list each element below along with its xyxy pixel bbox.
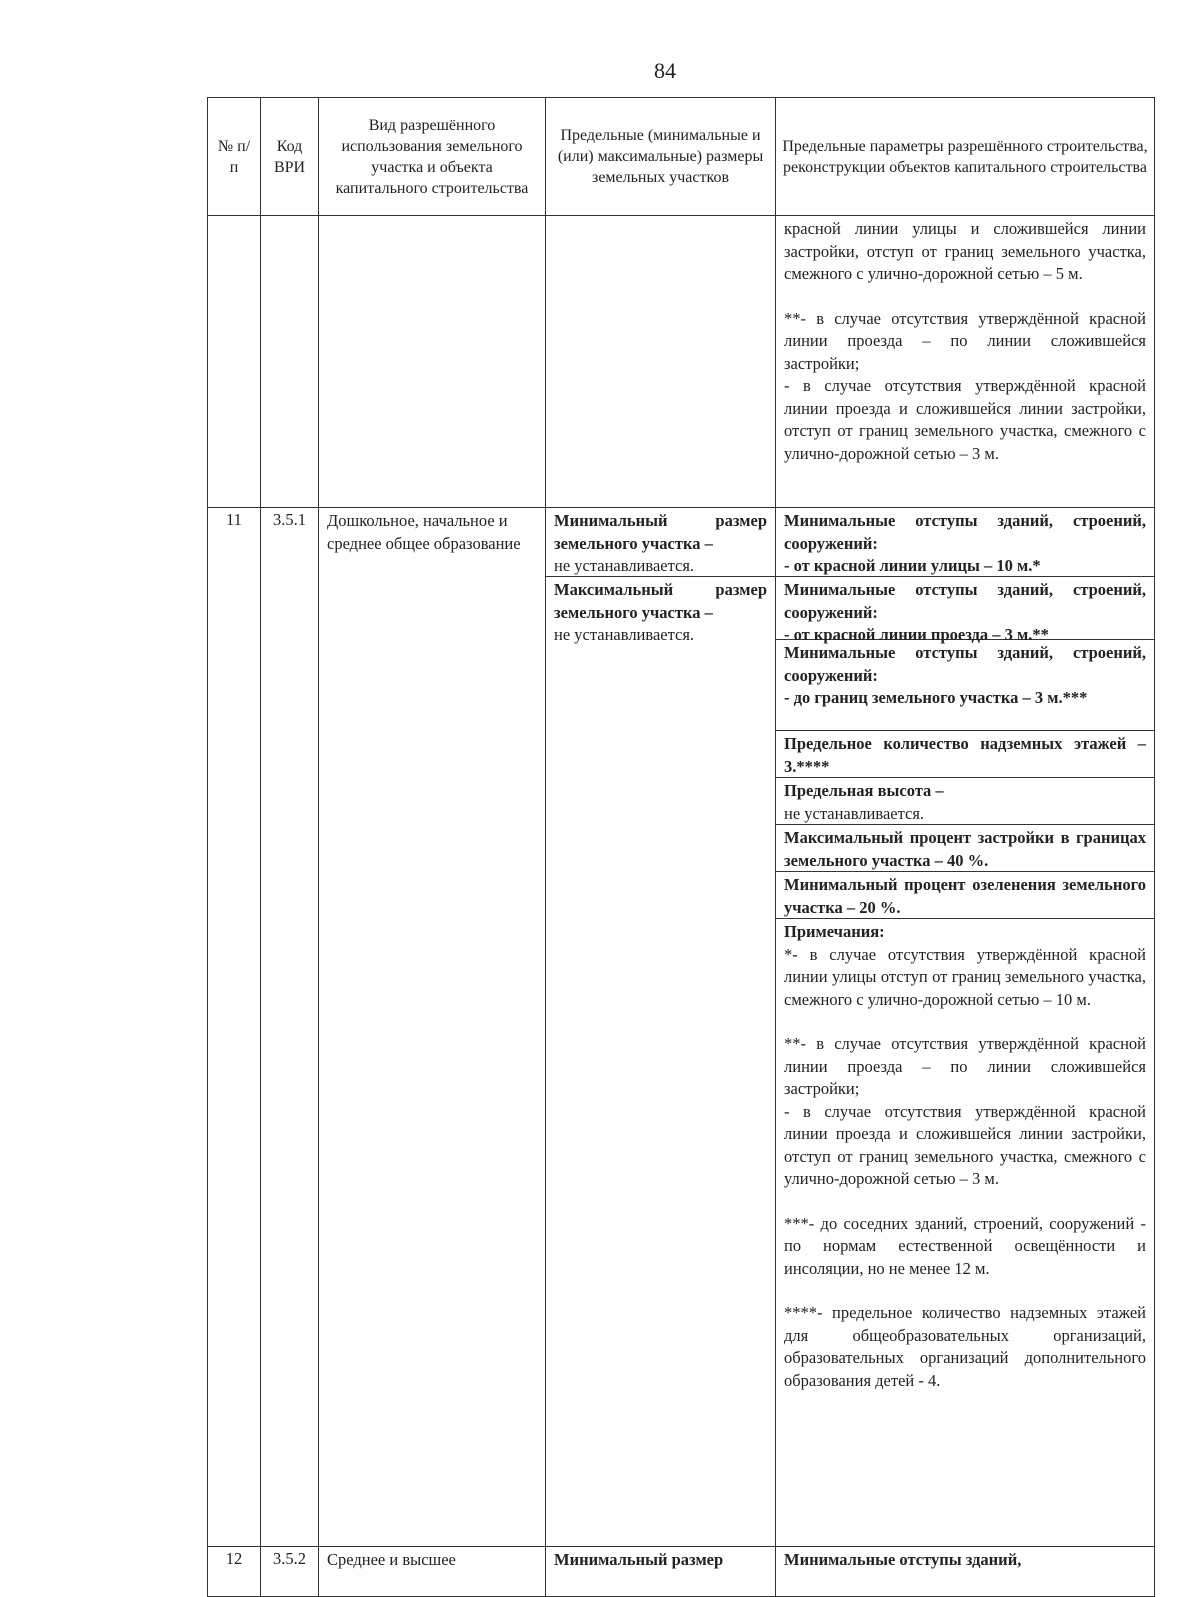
header-use-type: Вид разрешённого использования земельного участка и объекта капитального строительства bbox=[319, 98, 546, 216]
table-row-12 bbox=[208, 1547, 1155, 1597]
notes-block: Примечания: *- в случае отсутствия утверждённой красной линии улицы отступ от границ земельного участка, смежного с улично-дорожной сетью – 10 м. **- в случае отсутствия утверждённой красной линии проезда – по линии сложившейся застройки; - в случае отсутствия утверждённой красной линии проезда и сложившейся линии застройки, отступ от границ земельного участка, смежного с улично-дорожной сетью – 3 м. ***- до соседних зданий, строений, сооружений - по нормам естественной освещённости и инсоляции, но не менее 12 м. ****- предельное количество надземных этажей для общеобразовательных организаций, образовательных организаций дополнительного образования детей - 4. bbox=[776, 918, 1154, 1394]
row-code: 3.5.2 bbox=[261, 1547, 319, 1597]
row-code: 3.5.1 bbox=[261, 508, 319, 1547]
header-number: № п/п bbox=[208, 98, 261, 216]
table-row-11 bbox=[208, 508, 1155, 1547]
header-code: Код ВРИ bbox=[261, 98, 319, 216]
regulations-table bbox=[207, 97, 1155, 1597]
row-use-name: Среднее и высшее bbox=[319, 1547, 546, 1597]
header-plot-size: Предельные (минимальные и (или) максимальные) размеры земельных участков bbox=[546, 98, 776, 216]
row-number: 12 bbox=[208, 1547, 261, 1597]
row-number: 11 bbox=[208, 508, 261, 1547]
row-parameters: Минимальные отступы зданий, bbox=[776, 1547, 1155, 1597]
row-plot-size: Минимальный размер земельного участка – не устанавливается. Максимальный размер земельного участка – не устанавливается. bbox=[546, 508, 776, 1547]
table-header-row bbox=[208, 98, 1155, 216]
row-plot-size: Минимальный размер bbox=[546, 1547, 776, 1597]
header-parameters: Предельные параметры разрешённого строительства, реконструкции объектов капитального строительства bbox=[776, 98, 1155, 216]
row-parameters: Минимальные отступы зданий, строений, сооружений: - от красной линии улицы – 10 м.* Минимальные отступы зданий, строений, сооружений: - от красной линии проезда – 3 м.** Минимальные отступы зданий, строений, сооружений: - до границ земельного участка – 3 м.*** Предельное количество надземных этажей – 3.**** Предельная высота – не устанавливается. Максимальный процент застройки в границах земельного участка – 40 %. Минимальный процент озеленения земельного участка – 20 %. Примечания: *- в случае отсутствия утверждённой красной линии улицы отступ от границ земельного участка, смежного с улично-дорожной сетью – 10 м. **- в случае отсутствия утверждённой красной линии проезда – по линии сложившейся застройки; - в случае отсутствия утверждённой красной линии проезда и сложившейся линии застройки, отступ от границ земельного участка, смежного с улично-дорожной сетью – 3 м. ***- до соседних зданий, строений, сооружений - по нормам естественной освещённости и инсоляции, но не менее 12 м. ****- предельное количество надземных этажей для общеобразовательных организаций, образовательных организаций дополнительного образования детей - 4. bbox=[776, 508, 1155, 1547]
continuation-notes: красной линии улицы и сложившейся линии застройки, отступ от границ земельного участка, смежного с улично-дорожной сетью – 5 м. **- в случае отсутствия утверждённой красной линии проезда – по линии сложившейся застройки; - в случае отсутствия утверждённой красной линии проезда и сложившейся линии застройки, отступ от границ земельного участка, смежного с улично-дорожной сетью – 3 м. bbox=[776, 216, 1155, 508]
row-use-name: Дошкольное, начальное и среднее общее образование bbox=[319, 508, 546, 1547]
page-number: 84 bbox=[654, 58, 676, 83]
continuation-row bbox=[208, 216, 1155, 508]
